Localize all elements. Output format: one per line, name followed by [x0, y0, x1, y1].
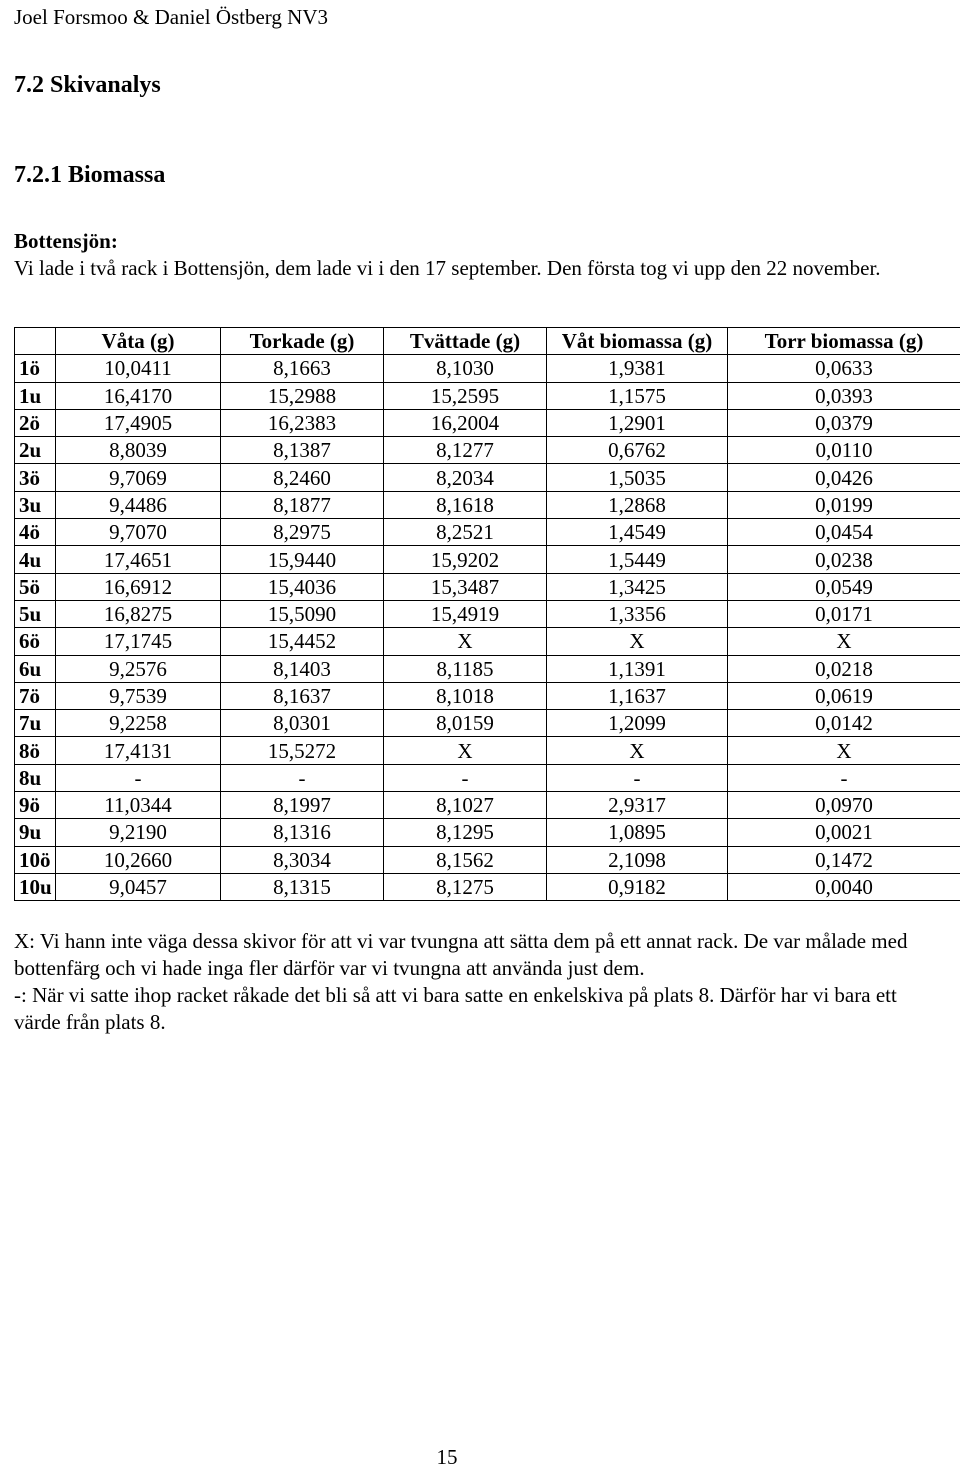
table-cell: 10,0411 [56, 355, 221, 382]
table-cell: 8,1277 [384, 437, 547, 464]
table-cell: 1,1391 [547, 655, 728, 682]
table-cell: 0,0426 [728, 464, 960, 491]
table-cell: 0,0393 [728, 382, 960, 409]
table-cell: 0,0171 [728, 600, 960, 627]
table-cell: 8,1403 [221, 655, 384, 682]
table-cell: 17,4131 [56, 737, 221, 764]
row-label: 3u [15, 491, 56, 518]
row-label: 9u [15, 819, 56, 846]
table-cell: 15,5272 [221, 737, 384, 764]
table-cell: - [728, 764, 960, 791]
table-cell: 8,1275 [384, 873, 547, 900]
column-header: Tvättade (g) [384, 328, 547, 355]
table-cell: 1,0895 [547, 819, 728, 846]
table-row [15, 655, 960, 682]
table-cell: 17,4651 [56, 546, 221, 573]
table-row [15, 628, 960, 655]
table-cell: 8,1387 [221, 437, 384, 464]
table-cell: 1,1637 [547, 682, 728, 709]
table-cell: 8,1295 [384, 819, 547, 846]
table-cell: 0,0379 [728, 409, 960, 436]
table-cell: 1,5035 [547, 464, 728, 491]
table-cell: - [221, 764, 384, 791]
table-cell: 2,9317 [547, 792, 728, 819]
row-label: 6u [15, 655, 56, 682]
section-title: 7.2 Skivanalys [14, 72, 161, 98]
row-label: 7ö [15, 682, 56, 709]
table-cell: 8,8039 [56, 437, 221, 464]
table-cell: 9,4486 [56, 491, 221, 518]
table-cell: 8,1185 [384, 655, 547, 682]
table-row [15, 519, 960, 546]
table-cell: - [56, 764, 221, 791]
table-row [15, 737, 960, 764]
table-row [15, 409, 960, 436]
x-note: X: Vi hann inte väga dessa skivor för att vi var tvungna att sätta dem på ett annat rack. De var målade med bottenfärg och vi hade inga fler därför var vi tvungna att använda just dem. [14, 929, 908, 980]
table-cell: 0,1472 [728, 846, 960, 873]
row-label: 8u [15, 764, 56, 791]
table-cell: 8,2034 [384, 464, 547, 491]
table-cell: X [728, 628, 960, 655]
biomass-table [14, 327, 960, 901]
table-cell: 0,0110 [728, 437, 960, 464]
table-cell: 0,9182 [547, 873, 728, 900]
table-cell: 0,0454 [728, 519, 960, 546]
table-cell: 1,3356 [547, 600, 728, 627]
row-label: 7u [15, 710, 56, 737]
footnotes [14, 928, 934, 1036]
table-row [15, 382, 960, 409]
table-row [15, 546, 960, 573]
table-cell: 16,2004 [384, 409, 547, 436]
table-cell: 9,2576 [56, 655, 221, 682]
intro-paragraph [14, 228, 934, 282]
table-cell: 0,0633 [728, 355, 960, 382]
column-header [15, 328, 56, 355]
column-header: Torkade (g) [221, 328, 384, 355]
table-cell: 15,9440 [221, 546, 384, 573]
table-cell: 16,8275 [56, 600, 221, 627]
table-cell: 16,4170 [56, 382, 221, 409]
table-cell: 0,0040 [728, 873, 960, 900]
table-cell: 9,2258 [56, 710, 221, 737]
table-cell: 16,2383 [221, 409, 384, 436]
table-cell: 15,4452 [221, 628, 384, 655]
table-row [15, 600, 960, 627]
table-cell: 0,0142 [728, 710, 960, 737]
table-cell: X [728, 737, 960, 764]
table-cell: 8,1315 [221, 873, 384, 900]
table-header-row [15, 328, 960, 355]
row-label: 3ö [15, 464, 56, 491]
table-cell: 0,0021 [728, 819, 960, 846]
table-cell: 15,2595 [384, 382, 547, 409]
table-cell: 8,2975 [221, 519, 384, 546]
row-label: 4ö [15, 519, 56, 546]
table-cell: 8,1877 [221, 491, 384, 518]
row-label: 10u [15, 873, 56, 900]
row-label: 2ö [15, 409, 56, 436]
table-cell: 1,1575 [547, 382, 728, 409]
table-cell: 9,7069 [56, 464, 221, 491]
table-cell: 1,2868 [547, 491, 728, 518]
table-row [15, 573, 960, 600]
row-label: 9ö [15, 792, 56, 819]
table-row [15, 491, 960, 518]
table-cell: - [384, 764, 547, 791]
table-cell: 9,2190 [56, 819, 221, 846]
table-row [15, 355, 960, 382]
table-cell: 17,4905 [56, 409, 221, 436]
table-cell: 15,3487 [384, 573, 547, 600]
table-cell: 8,1018 [384, 682, 547, 709]
table-row [15, 819, 960, 846]
table-cell: 8,1316 [221, 819, 384, 846]
table-row [15, 464, 960, 491]
row-label: 5u [15, 600, 56, 627]
table-cell: 8,1997 [221, 792, 384, 819]
row-label: 4u [15, 546, 56, 573]
row-label: 8ö [15, 737, 56, 764]
table-cell: 8,1027 [384, 792, 547, 819]
table-cell: 0,0549 [728, 573, 960, 600]
table-cell: 15,2988 [221, 382, 384, 409]
table-cell: X [384, 737, 547, 764]
table-cell: 0,0218 [728, 655, 960, 682]
table-cell: 8,3034 [221, 846, 384, 873]
table-cell: 0,0199 [728, 491, 960, 518]
table-cell: 0,0238 [728, 546, 960, 573]
table-cell: 15,4919 [384, 600, 547, 627]
running-header: Joel Forsmoo & Daniel Östberg NV3 [14, 5, 329, 29]
table-cell: 1,2901 [547, 409, 728, 436]
table-cell: 8,1562 [384, 846, 547, 873]
table-body [15, 355, 960, 901]
row-label: 1ö [15, 355, 56, 382]
column-header: Våta (g) [56, 328, 221, 355]
table-row [15, 437, 960, 464]
table-cell: 8,2521 [384, 519, 547, 546]
table-cell: 2,1098 [547, 846, 728, 873]
table-cell: 10,2660 [56, 846, 221, 873]
subsection-title: 7.2.1 Biomassa [14, 162, 166, 188]
table-cell: 9,7539 [56, 682, 221, 709]
table-cell: 17,1745 [56, 628, 221, 655]
table-cell: 1,3425 [547, 573, 728, 600]
table-row [15, 710, 960, 737]
table-cell: 8,1618 [384, 491, 547, 518]
column-header: Torr biomassa (g) [728, 328, 960, 355]
table-cell: 1,4549 [547, 519, 728, 546]
table-cell: 0,6762 [547, 437, 728, 464]
table-cell: X [547, 737, 728, 764]
column-header: Våt biomassa (g) [547, 328, 728, 355]
table-cell: 9,0457 [56, 873, 221, 900]
table-cell: 0,0619 [728, 682, 960, 709]
table-cell: 16,6912 [56, 573, 221, 600]
table-cell: 9,7070 [56, 519, 221, 546]
table-row [15, 682, 960, 709]
table-cell: - [547, 764, 728, 791]
table-cell: X [547, 628, 728, 655]
row-label: 10ö [15, 846, 56, 873]
table-cell: 15,4036 [221, 573, 384, 600]
table-row [15, 873, 960, 900]
table-cell: 1,9381 [547, 355, 728, 382]
page-number: 15 [436, 1445, 458, 1469]
table-row [15, 764, 960, 791]
table-row [15, 792, 960, 819]
table-cell: 15,9202 [384, 546, 547, 573]
table-row [15, 846, 960, 873]
table-cell: 15,5090 [221, 600, 384, 627]
table-cell: 8,1663 [221, 355, 384, 382]
table-cell: 8,0301 [221, 710, 384, 737]
row-label: 5ö [15, 573, 56, 600]
intro-text: Vi lade i två rack i Bottensjön, dem lade vi i den 17 september. Den första tog vi upp den 22 november. [14, 256, 881, 280]
table-cell: 8,1030 [384, 355, 547, 382]
location-label: Bottensjön: [14, 229, 118, 253]
row-label: 6ö [15, 628, 56, 655]
table-cell: 0,0970 [728, 792, 960, 819]
row-label: 1u [15, 382, 56, 409]
dash-note: -: När vi satte ihop racket råkade det bli så att vi bara satte en enkelskiva på plats 8. Därför har vi bara ett värde från plats 8. [14, 983, 897, 1034]
row-label: 2u [15, 437, 56, 464]
table-cell: X [384, 628, 547, 655]
table-cell: 1,2099 [547, 710, 728, 737]
table-cell: 8,0159 [384, 710, 547, 737]
table-cell: 11,0344 [56, 792, 221, 819]
table-cell: 1,5449 [547, 546, 728, 573]
table-cell: 8,1637 [221, 682, 384, 709]
table-cell: 8,2460 [221, 464, 384, 491]
